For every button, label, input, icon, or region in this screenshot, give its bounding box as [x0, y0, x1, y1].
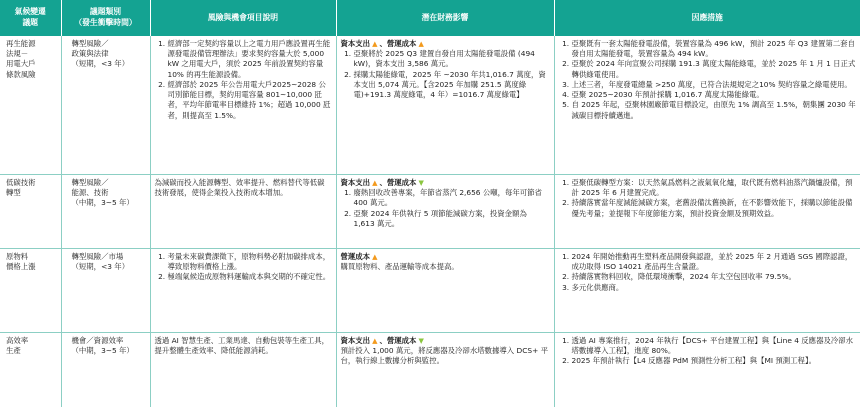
- increase-triangle-icon: ▲: [372, 41, 377, 48]
- category-text: 轉型風險／ 能源、技術 （中期，3~5 年）: [66, 178, 146, 209]
- decrease-triangle-icon: ▼: [418, 338, 423, 345]
- table-row: [0, 249, 860, 333]
- impact-heading: [341, 336, 550, 346]
- list-item: 3. 上述三者，年度發電總量 >250 萬度，已符合法規規定之10% 契約容量之綠電使用。: [572, 80, 857, 90]
- list-item: 2. 極端氣候造成原物料運輸成本與交期的不確定性。: [168, 272, 332, 282]
- increase-triangle-icon: ▲: [418, 41, 423, 48]
- issue-text: 高效率 生產: [6, 336, 57, 356]
- measures-list: [559, 252, 857, 293]
- impact-text: 預計投入 1,000 萬元，將反應器及冷卻水塔數據導入 DCS+ 平台，執行線上數據分析與監控。: [341, 346, 550, 366]
- impact-heading-label: 、營運成本: [379, 178, 416, 188]
- list-item: 1. 2024 年開始推動再生塑料產品開發與認證，並於 2025 年 2 月通過 SGS 國際認證，成功取得 ISO 14021 產品再生含量證。: [572, 252, 857, 272]
- category-cell: [61, 175, 150, 249]
- category-text: 機會／資源效率 （中期，3~5 年）: [66, 336, 146, 356]
- impact-cell: [336, 175, 554, 249]
- list-item: 1. 亞聚將於 2025 Q3 建置自發自用太陽能發電設備 (494 kW)，資本支出 3,586 萬元。: [354, 49, 550, 69]
- list-item: 4. 亞聚 2025~2030 年預計採購 1,016.7 萬度太陽能綠電。: [572, 90, 857, 100]
- issue-text: 低碳技術 轉型: [6, 178, 57, 198]
- list-item: 2. 亞聚 2024 年供執行 5 項節能減碳方案，投資金額為 1,613 萬元。: [354, 209, 550, 229]
- impact-cell: [336, 36, 554, 175]
- list-item: 1. 亞聚低碳轉型方案：以天然氣爲燃料之液氣氧化爐，取代既有燃料油蒸汽鍋爐設備，預計 2025 年 6 月建置完成。: [572, 178, 857, 198]
- impact-list: [341, 49, 550, 100]
- list-item: 2. 持續落實物料回收，降低環境衝擊，2024 年太空包回收率 79.5%。: [572, 272, 857, 282]
- header-row: [0, 0, 860, 36]
- impact-heading-label: 、營運成本: [379, 39, 416, 49]
- table-row: [0, 175, 860, 249]
- measures-cell: [554, 249, 860, 333]
- impact-heading-label: 、營運成本: [379, 336, 416, 346]
- impact-heading-label: 資本支出: [341, 178, 371, 188]
- impact-text: 購買原物料、產品運輸等成本提高。: [341, 262, 550, 272]
- impact-cell: [336, 333, 554, 407]
- impact-heading: [341, 252, 550, 262]
- header-financial-impact: 潛在財務影響: [336, 0, 554, 36]
- list-item: 2. 亞聚於 2024 年向宣聚公司採購 191.3 萬度太陽能綠電，並於 2025 年 1 月 1 日正式轉供綠電使用。: [572, 59, 857, 79]
- category-cell: [61, 249, 150, 333]
- issue-text: 原物料 價格上漲: [6, 252, 57, 272]
- impact-heading: [341, 178, 550, 188]
- issue-cell: [0, 333, 61, 407]
- list-item: 1. 經濟部一定契約容量以上之電力用戶應設置再生能源發電設備管理辦法」要求契約容量大於 5,000 kW 之用電大戶，須於 2025 年前設置契約容量 10% 的再生能源設備。: [168, 39, 332, 80]
- measures-cell: [554, 333, 860, 407]
- description-list: [155, 39, 332, 121]
- list-item: 1. 透過 AI 專案推行，2024 年執行【DCS+ 平台建置工程】與【Line 4 反應器及冷卻水塔數據導入工程】，進度 80%。: [572, 336, 857, 356]
- increase-triangle-icon: ▲: [372, 180, 377, 187]
- category-text: 轉型風險／市場 （短期，<3 年）: [66, 252, 146, 272]
- measures-list: [559, 178, 857, 219]
- category-cell: [61, 36, 150, 175]
- list-item: 2. 採購太陽能綠電，2025 年 ~2030 年共1,016.7 萬度，資本支出 5,074 萬元。【含2025 年加購 251.5 萬度綠電)+191.3 萬度綠電，4 年）=1016.7 萬度綠電】: [354, 70, 550, 101]
- decrease-triangle-icon: ▼: [418, 180, 423, 187]
- list-item: 5. 自 2025 年起，亞聚林園廠節電目標設定，由原先 1% 調高至 1.5%，朝集團 2030 年減碳目標持續邁進。: [572, 100, 857, 120]
- measures-list: [559, 336, 857, 367]
- description-cell: [150, 333, 336, 407]
- impact-cell: [336, 249, 554, 333]
- description-list: [155, 252, 332, 283]
- description-text: 透過 AI 智慧生產、工業馬達、自動包裝等生產工具，提升整體生產效率、降低能源消耗。: [155, 336, 332, 356]
- list-item: 1. 廢熱回收改善專案，年節省蒸汽 2,656 公噸，每年可節省 400 萬元。: [354, 188, 550, 208]
- impact-list: [341, 188, 550, 229]
- header-measures: 因應措施: [554, 0, 860, 36]
- table-row: [0, 333, 860, 407]
- measures-cell: [554, 175, 860, 249]
- description-cell: [150, 36, 336, 175]
- impact-heading-label: 營運成本: [341, 252, 371, 262]
- list-item: 2. 持續落實當年度減能減碳方案，老舊設備汰舊換新，在不影響效能下，採購以節能設備優先考量；並提報下年度節能方案，預計投資金額及預期效益。: [572, 198, 857, 218]
- header-description: 風險與機會項目說明: [150, 0, 336, 36]
- issue-cell: [0, 175, 61, 249]
- header-category: 議題類別 （發生衝擊時間）: [61, 0, 150, 36]
- description-text: 為減碳而投入能源轉型、效率提升、燃料替代等低碳技術發展，使得企業投入技術成本增加。: [155, 178, 332, 198]
- table-row: [0, 36, 860, 175]
- description-cell: [150, 249, 336, 333]
- list-item: 1. 亞聚既有一套太陽能發電設備，裝置容量為 496 kW，預計 2025 年 Q3 建置第二套自發自用太陽能發電，裝置容量為 494 kW。: [572, 39, 857, 59]
- increase-triangle-icon: ▲: [372, 338, 377, 345]
- increase-triangle-icon: ▲: [372, 254, 377, 261]
- category-text: 轉型風險／ 政策與法律 （短期，<3 年）: [66, 39, 146, 70]
- impact-heading: [341, 39, 550, 49]
- impact-heading-label: 資本支出: [341, 39, 371, 49]
- list-item: 2. 2025 年預計執行【L4 反應器 PdM 預測性分析工程】與【MI 預測工程】。: [572, 356, 857, 366]
- header-issue: 氣候變遷 議題: [0, 0, 61, 36]
- impact-heading-label: 資本支出: [341, 336, 371, 346]
- category-cell: [61, 333, 150, 407]
- issue-cell: [0, 36, 61, 175]
- issue-text: 再生能源 法規－ 用電大戶 條款風險: [6, 39, 57, 80]
- list-item: 1. 考量未來碳費課徵下，原物料勢必附加碳排成本，導致原物料價格上漲。: [168, 252, 332, 272]
- list-item: 3. 多元化供應商。: [572, 283, 857, 293]
- list-item: 2. 經濟部於 2025 年公告用電大戶2025~2028 公司別節能目標，契約用電容量 801~10,000 瓩者，平均年節電率目標維持 1%；超過 10,000 瓩者，則提高至 1.5%。: [168, 80, 332, 121]
- measures-list: [559, 39, 857, 121]
- issue-cell: [0, 249, 61, 333]
- description-cell: [150, 175, 336, 249]
- measures-cell: [554, 36, 860, 175]
